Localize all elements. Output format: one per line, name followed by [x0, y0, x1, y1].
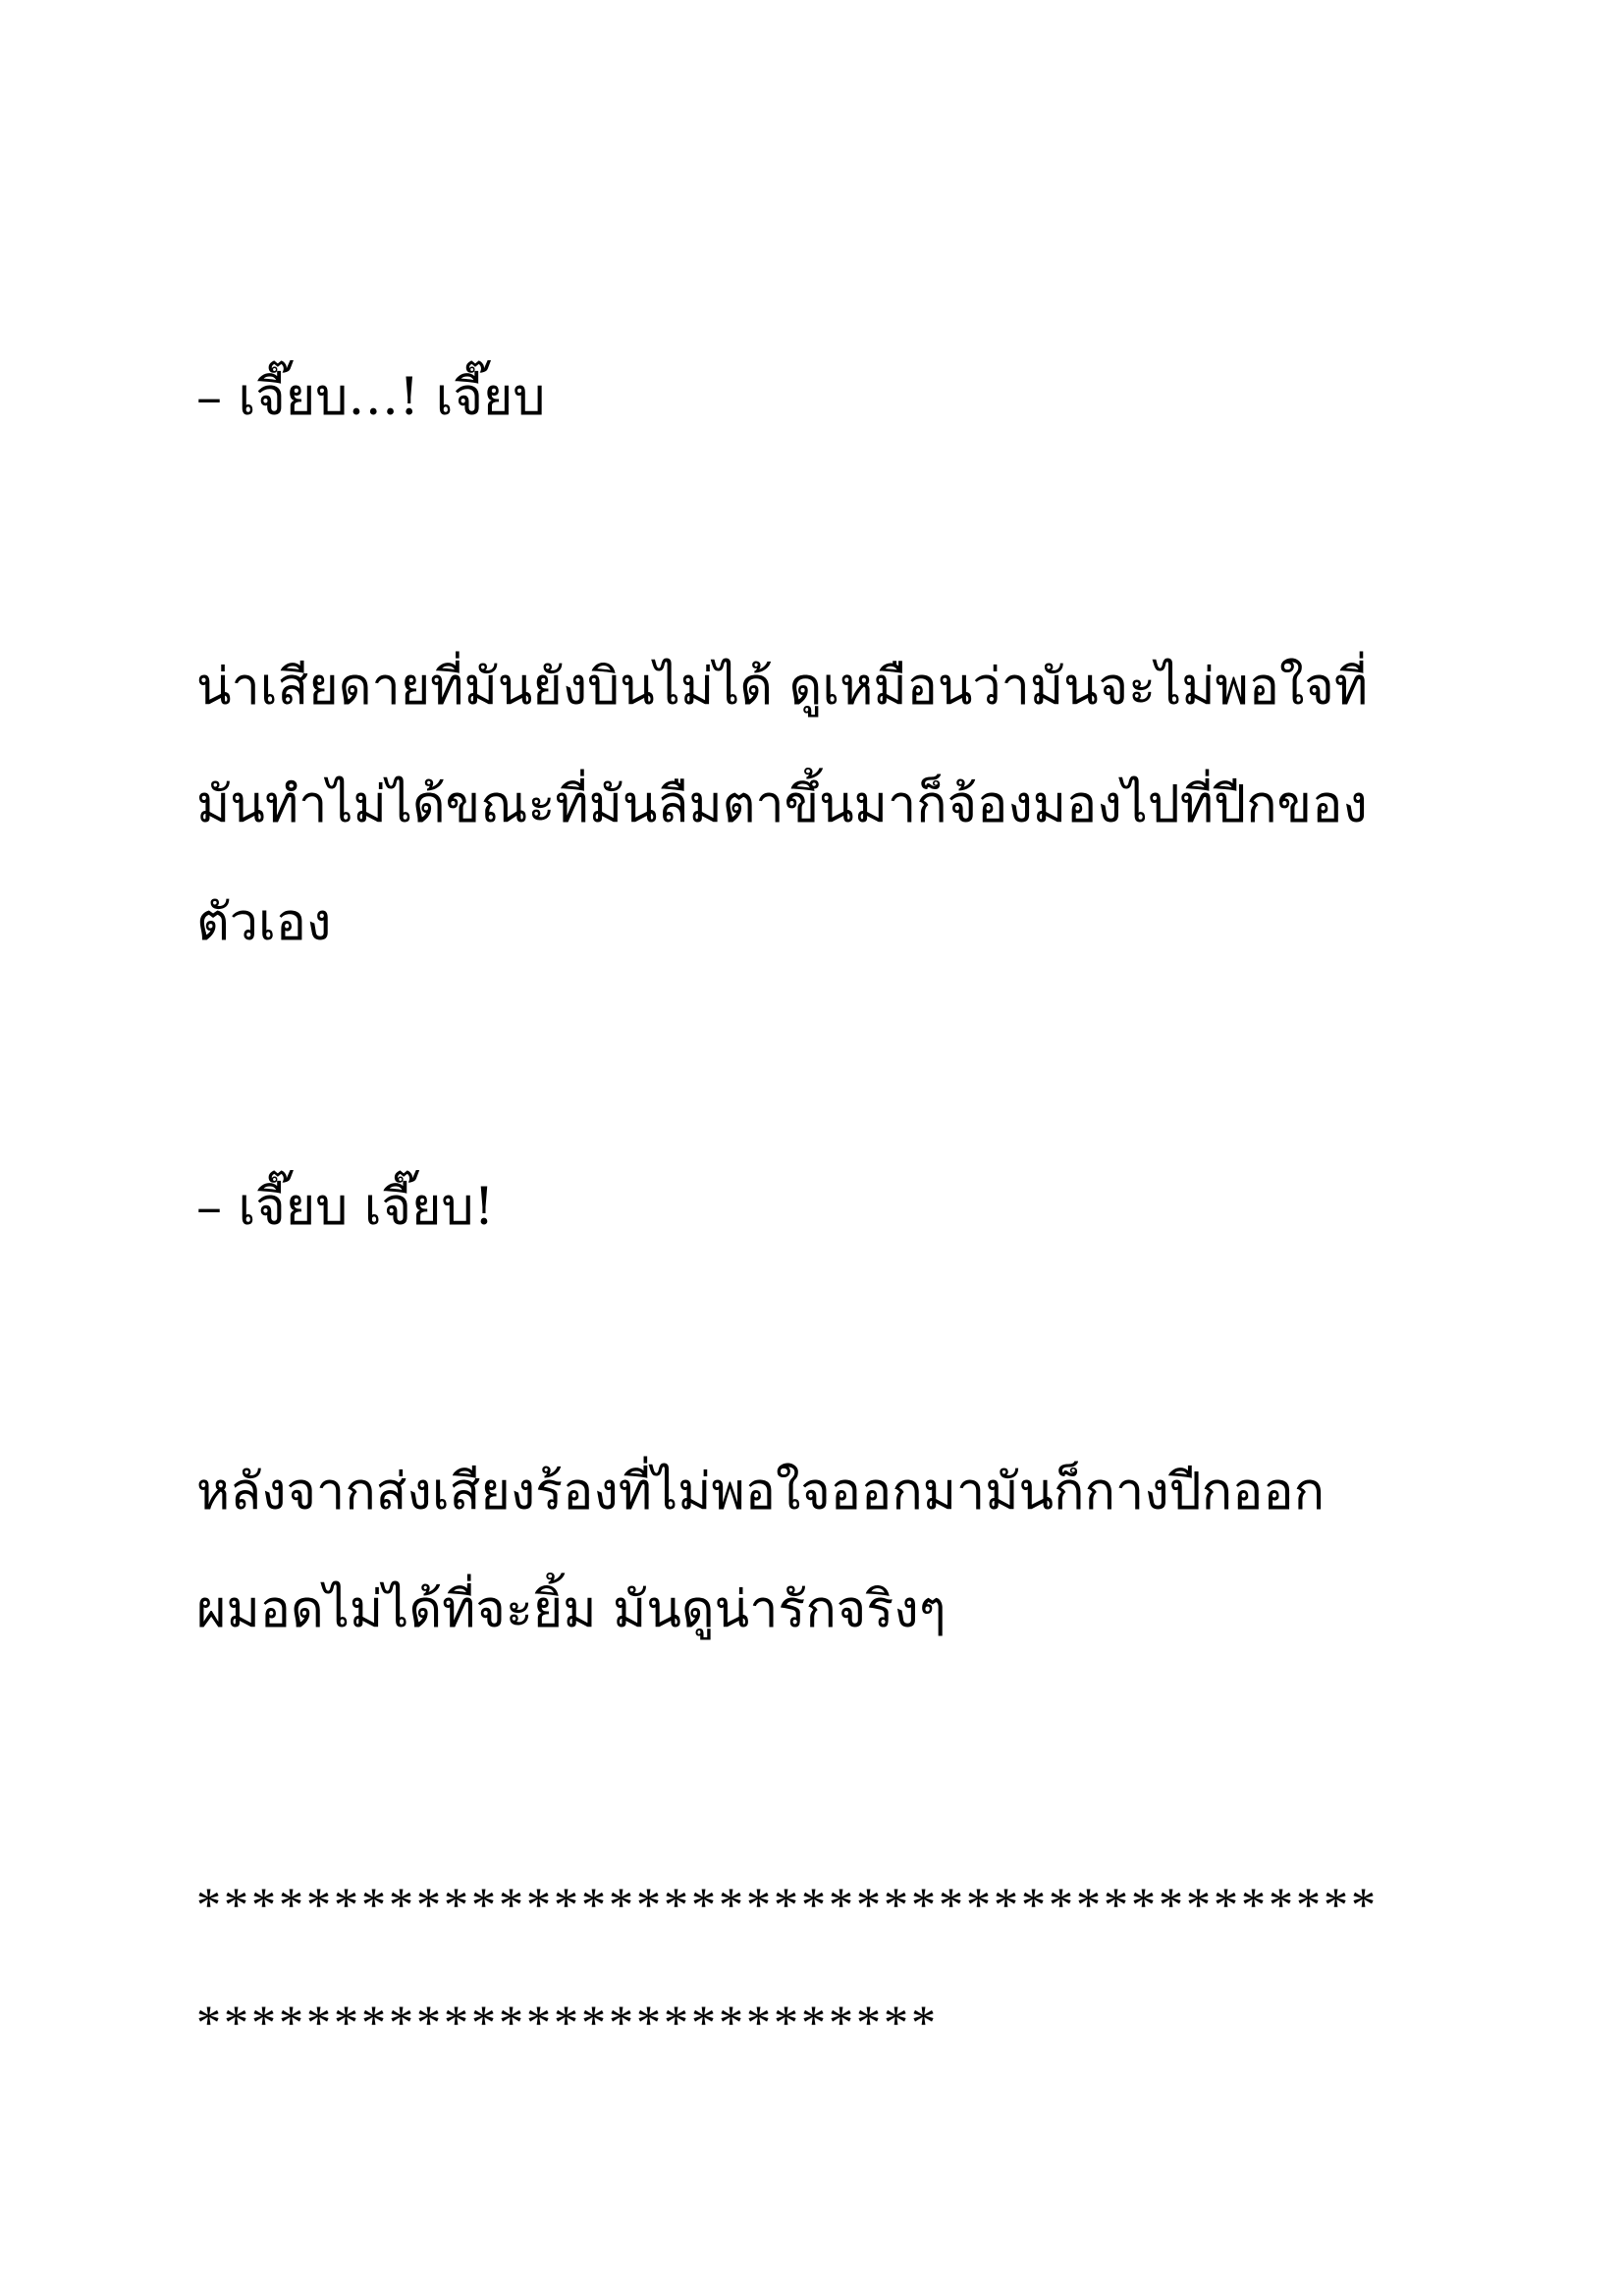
paragraph-1-line-1: น่าเสียดายที่มันยังบินไม่ได้ ดูเหมือนว่ามันจะไม่พอใจที่: [196, 658, 1369, 717]
dialogue-line-2: – เจี๊ยบ เจี๊ยบ!: [196, 1178, 495, 1237]
paragraph-1-line-2: มันทำไม่ได้ขณะที่มันลืมตาขึ้นมาก็จ้องมองไปที่ปีกของ: [196, 775, 1368, 834]
paragraph-1-line-3: ตัวเอง: [196, 893, 332, 952]
separator-line-1: *******************************************: [196, 1877, 1379, 1932]
paragraph-2-line-2: ผมอดไม่ได้ที่จะยิ้ม มันดูน่ารักจริงๆ: [196, 1580, 947, 1639]
dialogue-line-1: – เจี๊ยบ…! เจี๊ยบ: [196, 368, 546, 427]
paragraph-2-line-1: หลังจากส่งเสียงร้องที่ไม่พอใจออกมามันก็กางปีกออก: [196, 1463, 1326, 1522]
separator-line-2: ***************************: [196, 1995, 939, 2050]
